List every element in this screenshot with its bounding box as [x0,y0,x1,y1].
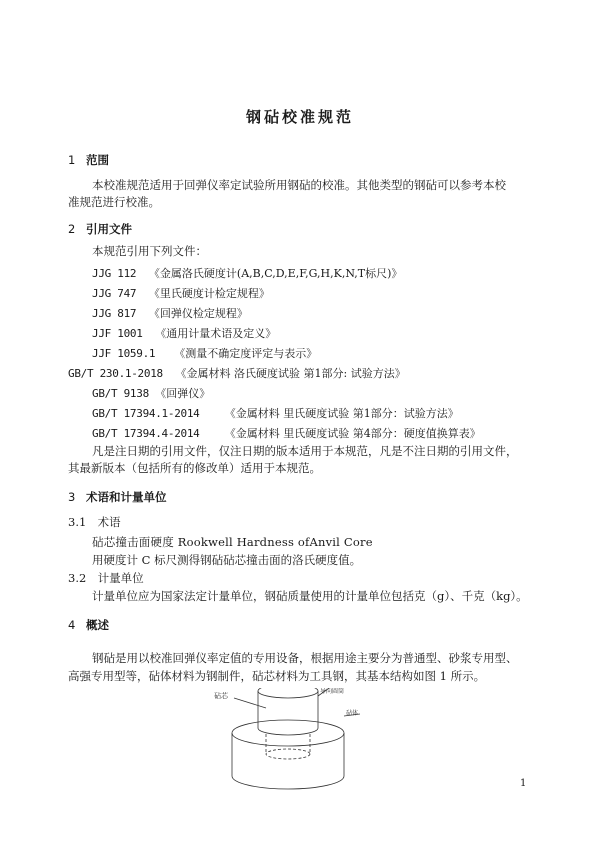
section-2-heading [68,221,132,237]
paragraph-line: 钢砧是用以校准回弹仪率定值的专用设备，根据用途主要分为普通型、砂浆专用型、 [92,651,518,665]
reference-code: GB/T 9138 [92,387,149,400]
reference-item [92,265,402,281]
paragraph-line: 本规范引用下列文件： [92,244,207,258]
reference-item [92,285,270,301]
reference-item [92,405,459,421]
paragraph-line: 本校准规范适用于回弹仪率定试验所用钢砧的校准。其他类型的钢砧可以参考本校 [92,178,506,192]
paragraph-line: 高强专用型等，砧体材料为钢制件，砧芯材料为工具钢，其基本结构如图 1 所示。 [68,669,486,683]
label-anvil-core: 砧芯 [214,692,228,700]
guide-cylinder-bottom-arc [258,728,318,735]
reference-title: 《通用计量术语及定义》 [155,327,277,340]
reference-item [92,425,481,441]
subsection-title: 术语 [97,515,121,529]
label-guide-cylinder: 导向圆筒 [320,688,345,695]
section-number: 1 [68,153,76,167]
page-title: 钢砧校准规范 [245,108,354,126]
reference-item [92,305,248,321]
label-anvil-body: 砧体 [346,710,359,717]
section-title: 引用文件 [86,222,132,236]
reference-title: 《金属材料 里氏硬度试验 第4部分：硬度值换算表》 [224,427,481,440]
section-number: 2 [68,222,76,236]
reference-code: JJG 817 [92,307,137,320]
section-title: 概述 [86,618,109,632]
reference-code: GB/T 230.1-2018 [68,367,163,380]
subsection-title: 计量单位 [97,571,144,585]
reference-code: JJF 1059.1 [92,347,156,360]
reference-item [92,345,317,361]
reference-code: JJG 747 [92,287,137,300]
paragraph-line: 计量单位应为国家法定计量单位，钢砧质量使用的计量单位包括克（g）、千克（kg）。 [92,589,528,603]
reference-title: 《回弹仪检定规程》 [148,307,248,320]
reference-title: 《回弹仪》 [155,387,211,400]
anvil-body-bottom-arc [232,776,344,789]
section-title: 术语和计量单位 [86,490,167,504]
reference-title: 《金属材料 里氏硬度试验 第1部分：试验方法》 [224,407,459,420]
reference-title: 《里氏硬度计检定规程》 [148,287,270,300]
reference-title: 《测量不确定度评定与表示》 [174,347,318,360]
reference-title: 《金属洛氏硬度计(A,B,C,D,E,F,G,H,K,N,T标尺)》 [148,267,403,280]
reference-code: GB/T 17394.1-2014 [92,407,200,420]
term-definition: 用硬度计 C 标尺测得钢砧砧芯撞击面的洛氏硬度值。 [92,553,362,567]
subsection-number: 3.2 [68,571,87,585]
page-number: 1 [520,778,527,789]
paragraph-line: 其最新版本（包括所有的修改单）适用于本规范。 [68,461,321,475]
guide-cylinder-top-ellipse [258,688,318,698]
anvil-core-ellipse [266,749,310,759]
section-4-heading [68,617,109,633]
reference-code: GB/T 17394.4-2014 [92,427,200,440]
section-1-heading [68,152,109,168]
anvil-structure-figure [200,688,400,800]
section-number: 4 [68,618,76,632]
reference-item [68,365,406,381]
subsection-3-1 [68,514,121,530]
term-name: 砧芯撞击面硬度 Rookwell Hardness ofAnvil Core [92,535,373,549]
section-3-heading [68,489,167,505]
paragraph-line: 准规范进行校准。 [68,195,160,209]
paragraph-line: 凡是注日期的引用文件，仅注日期的版本适用于本规范，凡是不注日期的引用文件， [92,444,518,458]
anvil-body-top-ellipse [232,720,344,746]
section-title: 范围 [86,153,109,167]
reference-title: 《金属材料 洛氏硬度试验 第1部分: 试验方法》 [175,367,406,380]
reference-code: JJG 112 [92,267,137,280]
subsection-number: 3.1 [68,515,87,529]
reference-item [92,325,276,341]
reference-code: JJF 1001 [92,327,143,340]
reference-item [92,385,210,401]
subsection-3-2 [68,570,144,586]
core-leader-line [234,698,266,708]
section-number: 3 [68,490,76,504]
